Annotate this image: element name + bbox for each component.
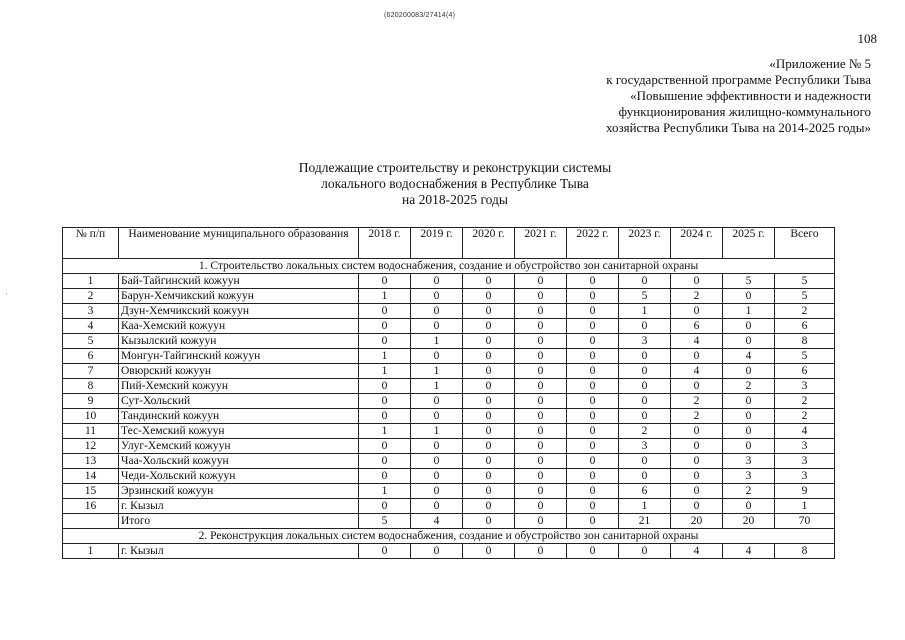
row-year-value: 0 bbox=[463, 334, 515, 349]
row-year-value: 1 bbox=[411, 364, 463, 379]
row-year-value: 0 bbox=[515, 379, 567, 394]
row-year-value: 0 bbox=[567, 274, 619, 289]
row-year-value: 0 bbox=[463, 409, 515, 424]
row-year-value: 0 bbox=[567, 394, 619, 409]
row-year-value: 20 bbox=[723, 514, 775, 529]
row-year-value: 0 bbox=[723, 289, 775, 304]
row-year-value: 3 bbox=[619, 439, 671, 454]
row-year-value: 0 bbox=[567, 304, 619, 319]
row-num: 1 bbox=[63, 274, 119, 289]
total-row bbox=[63, 514, 835, 529]
row-year-value: 0 bbox=[463, 484, 515, 499]
row-total-value: 5 bbox=[775, 274, 835, 289]
row-total-value: 3 bbox=[775, 454, 835, 469]
row-year-value: 1 bbox=[359, 484, 411, 499]
appendix-line: функционирования жилищно-коммунального bbox=[618, 104, 871, 119]
row-year-value: 21 bbox=[619, 514, 671, 529]
page-number: 108 bbox=[857, 31, 877, 46]
row-year-value: 0 bbox=[619, 349, 671, 364]
appendix-line: к государственной программе Республики Тыва bbox=[606, 72, 871, 87]
appendix-line: «Приложение № 5 bbox=[769, 56, 871, 71]
row-name: Улуг-Хемский кожуун bbox=[119, 439, 359, 454]
row-year-value: 0 bbox=[359, 274, 411, 289]
row-year-value: 0 bbox=[671, 499, 723, 514]
row-year-value: 0 bbox=[619, 469, 671, 484]
row-name: Чеди-Хольский кожуун bbox=[119, 469, 359, 484]
row-year-value: 20 bbox=[671, 514, 723, 529]
table-row bbox=[63, 394, 835, 409]
row-year-value: 0 bbox=[515, 424, 567, 439]
row-total-value: 3 bbox=[775, 439, 835, 454]
table-row bbox=[63, 334, 835, 349]
row-year-value: 0 bbox=[463, 274, 515, 289]
row-year-value: 0 bbox=[619, 454, 671, 469]
row-year-value: 0 bbox=[411, 469, 463, 484]
row-year-value: 0 bbox=[567, 289, 619, 304]
row-year-value: 0 bbox=[567, 379, 619, 394]
row-name: Чаа-Хольский кожуун bbox=[119, 454, 359, 469]
row-year-value: 0 bbox=[567, 514, 619, 529]
row-year-value: 0 bbox=[671, 349, 723, 364]
row-year-value: 0 bbox=[567, 319, 619, 334]
section-row bbox=[63, 259, 835, 274]
row-year-value: 4 bbox=[671, 334, 723, 349]
row-year-value: 0 bbox=[619, 364, 671, 379]
row-year-value: 2 bbox=[671, 394, 723, 409]
row-year-value: 0 bbox=[463, 319, 515, 334]
row-total-value: 1 bbox=[775, 499, 835, 514]
row-num: 12 bbox=[63, 439, 119, 454]
row-year-value: 0 bbox=[619, 274, 671, 289]
row-year-value: 0 bbox=[723, 334, 775, 349]
row-year-value: 0 bbox=[411, 304, 463, 319]
row-year-value: 0 bbox=[515, 304, 567, 319]
row-num: 15 bbox=[63, 484, 119, 499]
row-year-value: 0 bbox=[619, 544, 671, 559]
row-year-value: 0 bbox=[723, 409, 775, 424]
header-year: 2019 г. bbox=[411, 228, 463, 259]
row-num: 5 bbox=[63, 334, 119, 349]
header-year: 2023 г. bbox=[619, 228, 671, 259]
row-num: 9 bbox=[63, 394, 119, 409]
row-year-value: 0 bbox=[463, 544, 515, 559]
row-year-value: 0 bbox=[567, 349, 619, 364]
row-year-value: 0 bbox=[463, 469, 515, 484]
row-year-value: 0 bbox=[359, 379, 411, 394]
row-year-value: 0 bbox=[515, 499, 567, 514]
row-num: 1 bbox=[63, 544, 119, 559]
title-line: локального водоснабжения в Республике Тыва bbox=[321, 176, 589, 191]
row-year-value: 0 bbox=[671, 274, 723, 289]
section-title: 1. Строительство локальных систем водоснабжения, создание и обустройство зон санитарной охраны bbox=[63, 259, 835, 274]
row-year-value: 0 bbox=[359, 439, 411, 454]
section-title: 2. Реконструкция локальных систем водоснабжения, создание и обустройство зон санитарной охраны bbox=[63, 529, 835, 544]
row-year-value: 5 bbox=[723, 274, 775, 289]
row-year-value: 2 bbox=[723, 379, 775, 394]
header-year: 2021 г. bbox=[515, 228, 567, 259]
row-year-value: 0 bbox=[515, 514, 567, 529]
row-year-value: 0 bbox=[671, 379, 723, 394]
table-row bbox=[63, 454, 835, 469]
row-num: 7 bbox=[63, 364, 119, 379]
row-total-value: 3 bbox=[775, 379, 835, 394]
table-row bbox=[63, 409, 835, 424]
row-year-value: 3 bbox=[723, 469, 775, 484]
row-name: Овюрский кожуун bbox=[119, 364, 359, 379]
row-name: Тандинский кожуун bbox=[119, 409, 359, 424]
header-name: Наименование муниципального образования bbox=[119, 228, 359, 259]
row-name: г. Кызыл bbox=[119, 499, 359, 514]
row-year-value: 0 bbox=[463, 499, 515, 514]
row-year-value: 0 bbox=[411, 319, 463, 334]
row-year-value: 0 bbox=[723, 364, 775, 379]
document-stamp: (620200083/27414(4) bbox=[384, 12, 456, 19]
table-row bbox=[63, 424, 835, 439]
row-year-value: 0 bbox=[411, 499, 463, 514]
header-year: 2020 г. bbox=[463, 228, 515, 259]
row-year-value: 0 bbox=[359, 454, 411, 469]
row-year-value: 0 bbox=[411, 349, 463, 364]
row-name: Итого bbox=[119, 514, 359, 529]
row-year-value: 0 bbox=[411, 289, 463, 304]
row-year-value: 0 bbox=[515, 544, 567, 559]
row-num: 6 bbox=[63, 349, 119, 364]
row-year-value: 0 bbox=[671, 469, 723, 484]
row-total-value: 2 bbox=[775, 304, 835, 319]
row-year-value: 1 bbox=[359, 349, 411, 364]
row-total-value: 5 bbox=[775, 289, 835, 304]
table-row bbox=[63, 349, 835, 364]
row-year-value: 0 bbox=[463, 289, 515, 304]
row-name: Дзун-Хемчикский кожуун bbox=[119, 304, 359, 319]
row-total-value: 2 bbox=[775, 409, 835, 424]
row-year-value: 6 bbox=[671, 319, 723, 334]
row-year-value: 0 bbox=[567, 439, 619, 454]
row-year-value: 0 bbox=[723, 439, 775, 454]
row-num: 11 bbox=[63, 424, 119, 439]
row-year-value: 0 bbox=[567, 544, 619, 559]
table-row bbox=[63, 274, 835, 289]
row-year-value: 1 bbox=[411, 334, 463, 349]
row-name: Каа-Хемский кожуун bbox=[119, 319, 359, 334]
header-total: Всего bbox=[775, 228, 835, 259]
row-year-value: 0 bbox=[515, 334, 567, 349]
row-year-value: 2 bbox=[619, 424, 671, 439]
row-year-value: 2 bbox=[723, 484, 775, 499]
row-year-value: 0 bbox=[359, 394, 411, 409]
row-year-value: 0 bbox=[515, 274, 567, 289]
row-total-value: 9 bbox=[775, 484, 835, 499]
row-num: 4 bbox=[63, 319, 119, 334]
row-year-value: 1 bbox=[619, 304, 671, 319]
row-num: 14 bbox=[63, 469, 119, 484]
appendix-header bbox=[606, 56, 871, 136]
row-total-value: 6 bbox=[775, 364, 835, 379]
row-year-value: 0 bbox=[411, 544, 463, 559]
row-year-value: 0 bbox=[671, 424, 723, 439]
row-year-value: 0 bbox=[515, 454, 567, 469]
table-row bbox=[63, 289, 835, 304]
section-row bbox=[63, 529, 835, 544]
table-header-row bbox=[63, 228, 835, 259]
row-year-value: 0 bbox=[463, 439, 515, 454]
row-year-value: 0 bbox=[359, 544, 411, 559]
row-year-value: 0 bbox=[411, 439, 463, 454]
row-year-value: 5 bbox=[619, 289, 671, 304]
document-title bbox=[250, 160, 660, 208]
row-num: 3 bbox=[63, 304, 119, 319]
row-year-value: 0 bbox=[671, 439, 723, 454]
table-row bbox=[63, 469, 835, 484]
row-year-value: 0 bbox=[723, 499, 775, 514]
row-year-value: 4 bbox=[723, 349, 775, 364]
row-year-value: 0 bbox=[515, 439, 567, 454]
row-year-value: 0 bbox=[567, 424, 619, 439]
row-name: Сут-Хольский bbox=[119, 394, 359, 409]
row-year-value: 0 bbox=[619, 409, 671, 424]
row-year-value: 0 bbox=[619, 394, 671, 409]
row-year-value: 0 bbox=[411, 484, 463, 499]
appendix-line: хозяйства Республики Тыва на 2014-2025 годы» bbox=[605, 120, 871, 135]
table-row bbox=[63, 319, 835, 334]
row-year-value: 0 bbox=[515, 394, 567, 409]
row-year-value: 0 bbox=[567, 484, 619, 499]
row-year-value: 0 bbox=[359, 469, 411, 484]
table-row bbox=[63, 439, 835, 454]
row-num: 2 bbox=[63, 289, 119, 304]
row-name: Тес-Хемский кожуун bbox=[119, 424, 359, 439]
row-name: г. Кызыл bbox=[119, 544, 359, 559]
row-year-value: 0 bbox=[359, 319, 411, 334]
row-year-value: 0 bbox=[567, 469, 619, 484]
table-row bbox=[63, 544, 835, 559]
header-year: 2024 г. bbox=[671, 228, 723, 259]
row-year-value: 2 bbox=[671, 289, 723, 304]
row-year-value: 0 bbox=[463, 394, 515, 409]
row-year-value: 0 bbox=[671, 304, 723, 319]
row-year-value: 0 bbox=[411, 274, 463, 289]
row-total-value: 6 bbox=[775, 319, 835, 334]
table-row bbox=[63, 499, 835, 514]
row-year-value: 4 bbox=[723, 544, 775, 559]
row-year-value: 0 bbox=[723, 319, 775, 334]
row-year-value: 0 bbox=[723, 394, 775, 409]
row-num bbox=[63, 514, 119, 529]
row-num: 10 bbox=[63, 409, 119, 424]
row-year-value: 0 bbox=[567, 499, 619, 514]
table-row bbox=[63, 364, 835, 379]
header-year: 2025 г. bbox=[723, 228, 775, 259]
row-year-value: 0 bbox=[619, 379, 671, 394]
row-year-value: 0 bbox=[411, 394, 463, 409]
row-year-value: 0 bbox=[411, 409, 463, 424]
row-year-value: 3 bbox=[619, 334, 671, 349]
row-year-value: 1 bbox=[723, 304, 775, 319]
row-name: Кызылский кожуун bbox=[119, 334, 359, 349]
row-total-value: 2 bbox=[775, 394, 835, 409]
row-year-value: 0 bbox=[671, 484, 723, 499]
row-year-value: 1 bbox=[359, 289, 411, 304]
row-year-value: 1 bbox=[359, 424, 411, 439]
row-year-value: 4 bbox=[671, 544, 723, 559]
row-name: Пий-Хемский кожуун bbox=[119, 379, 359, 394]
row-year-value: 0 bbox=[567, 334, 619, 349]
row-year-value: 0 bbox=[723, 424, 775, 439]
row-num: 16 bbox=[63, 499, 119, 514]
row-year-value: 0 bbox=[463, 379, 515, 394]
row-year-value: 2 bbox=[671, 409, 723, 424]
row-year-value: 1 bbox=[359, 364, 411, 379]
row-num: 13 bbox=[63, 454, 119, 469]
row-year-value: 0 bbox=[515, 484, 567, 499]
table-row bbox=[63, 379, 835, 394]
row-year-value: 3 bbox=[723, 454, 775, 469]
row-year-value: 1 bbox=[411, 379, 463, 394]
title-line: Подлежащие строительству и реконструкции системы bbox=[298, 160, 612, 175]
row-year-value: 1 bbox=[411, 424, 463, 439]
row-year-value: 0 bbox=[463, 424, 515, 439]
row-year-value: 0 bbox=[359, 499, 411, 514]
header-year: 2022 г. bbox=[567, 228, 619, 259]
row-total-value: 4 bbox=[775, 424, 835, 439]
row-year-value: 0 bbox=[671, 454, 723, 469]
row-total-value: 70 bbox=[775, 514, 835, 529]
row-year-value: 0 bbox=[359, 409, 411, 424]
row-year-value: 0 bbox=[567, 364, 619, 379]
row-year-value: 0 bbox=[515, 364, 567, 379]
water-supply-table bbox=[62, 227, 835, 559]
row-year-value: 0 bbox=[567, 454, 619, 469]
row-year-value: 0 bbox=[463, 514, 515, 529]
row-year-value: 0 bbox=[515, 349, 567, 364]
row-year-value: 0 bbox=[359, 304, 411, 319]
header-num: № п/п bbox=[63, 228, 119, 259]
row-total-value: 3 bbox=[775, 469, 835, 484]
row-year-value: 4 bbox=[411, 514, 463, 529]
row-total-value: 8 bbox=[775, 334, 835, 349]
row-year-value: 4 bbox=[671, 364, 723, 379]
row-name: Бай-Тайгинский кожуун bbox=[119, 274, 359, 289]
table-row bbox=[63, 304, 835, 319]
header-year: 2018 г. bbox=[359, 228, 411, 259]
row-year-value: 0 bbox=[567, 409, 619, 424]
appendix-line: «Повышение эффективности и надежности bbox=[630, 88, 871, 103]
row-name: Монгун-Тайгинский кожуун bbox=[119, 349, 359, 364]
row-total-value: 5 bbox=[775, 349, 835, 364]
row-year-value: 0 bbox=[515, 469, 567, 484]
row-year-value: 0 bbox=[359, 334, 411, 349]
margin-mark: · bbox=[5, 290, 8, 299]
row-year-value: 0 bbox=[463, 304, 515, 319]
row-num: 8 bbox=[63, 379, 119, 394]
row-year-value: 0 bbox=[411, 454, 463, 469]
row-name: Барун-Хемчикский кожуун bbox=[119, 289, 359, 304]
row-year-value: 0 bbox=[515, 319, 567, 334]
row-name: Эрзинский кожуун bbox=[119, 484, 359, 499]
title-line: на 2018-2025 годы bbox=[402, 192, 508, 207]
row-year-value: 0 bbox=[463, 364, 515, 379]
row-year-value: 0 bbox=[463, 349, 515, 364]
row-year-value: 5 bbox=[359, 514, 411, 529]
row-year-value: 0 bbox=[515, 409, 567, 424]
row-total-value: 8 bbox=[775, 544, 835, 559]
row-year-value: 0 bbox=[619, 319, 671, 334]
row-year-value: 0 bbox=[515, 289, 567, 304]
row-year-value: 6 bbox=[619, 484, 671, 499]
table-row bbox=[63, 484, 835, 499]
row-year-value: 1 bbox=[619, 499, 671, 514]
row-year-value: 0 bbox=[463, 454, 515, 469]
